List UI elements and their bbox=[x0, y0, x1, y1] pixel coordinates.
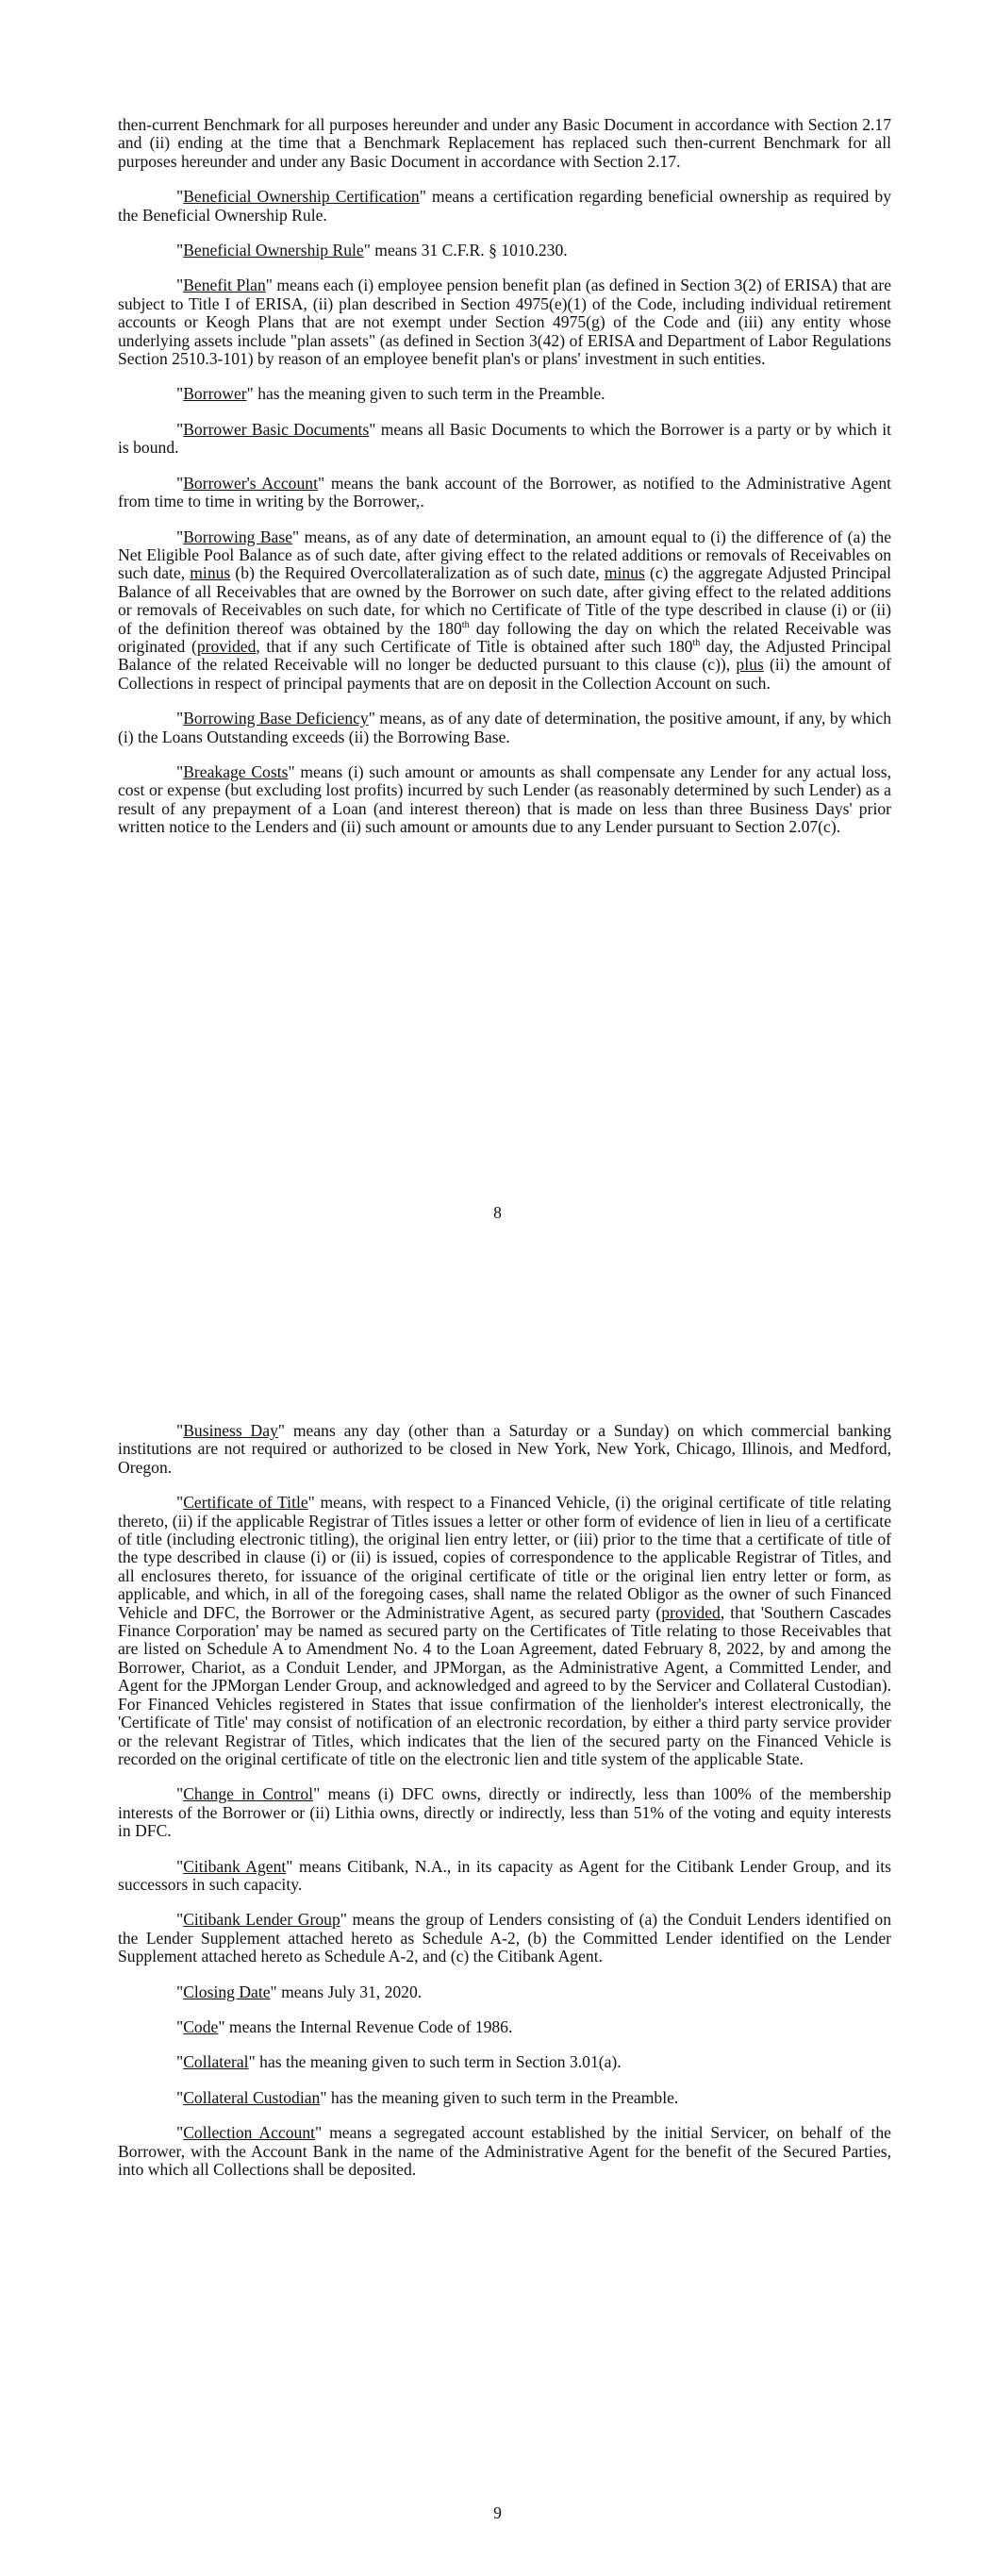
definition-text: " means a segregated account established by the initial Servicer, on behalf of the Borrower, with the Account Bank in the name of the Administrative Agent for the benefit of the Secured Parties, into which all Collections shall be deposited. bbox=[118, 2123, 891, 2179]
def-borrowing-base: "Borrowing Base" means, as of any date of determination, an amount equal to (i) the difference of (a) the Net Eligible Pool Balance as of such date, after giving effect to the related additions or removals of Receivables on such date, minus (b) the Required Overcollateralization as of such date, minus (c) the aggregate Adjusted Principal Balance of all Receivables that are owned by the Borrower on such date, after giving effect to the related additions or removals of Receivables on such date, for which no Certificate of Title of the type described in clause (i) or (ii) of the definition thereof was obtained by the 180th day following the day on which the related Receivable was originated (provided, that if any such Certificate of Title is obtained after such 180th day, the Adjusted Principal Balance of the related Receivable will no longer be deducted pursuant to this clause (c)), plus (ii) the amount of Collections in respect of principal payments that are on deposit in the Collection Account on such. bbox=[118, 527, 892, 693]
def-benefit-plan: "Benefit Plan" means each (i) employee pension benefit plan (as defined in Section 3(2) of ERISA) that are subject to Title I of ERISA, (ii) plan described in Section 4975(e)(1) of the Code, including individual retirement accounts or Keogh Plans that are not exempt under Section 4975(g) of the Code and (iii) any entity whose underlying assets include "plan assets" (as defined in Section 3(42) of ERISA and Department of Labor Regulations Section 2510.3-101) by reason of an employee benefit plan's or plans' investment in such entities. bbox=[118, 276, 891, 369]
def-borrowers-account: "Borrower's Account" means the bank account of the Borrower, as notified to the Administrative Agent from time to time in writing by the Borrower,. bbox=[118, 473, 891, 511]
def-closing-date: "Closing Date" means July 31, 2020. bbox=[176, 1982, 423, 2001]
ordinal-suffix: th bbox=[692, 638, 701, 649]
def-breakage-costs: "Breakage Costs" means (i) such amount or amounts as shall compensate any Lender for any actual loss, cost or expense (but excluding lost profits) incurred by such Lender (as reasonably determined by such Lender) as a result of any prepayment of a Loan (and interest thereon) that is made on less than three Business Days' prior written notice to the Lenders and (ii) such amount or amounts due to any Lender pursuant to Section 2.07(c). bbox=[118, 761, 891, 837]
def-borrowing-base-deficiency: "Borrowing Base Deficiency" means, as of any date of determination, the positive amount, if any, by which (i) the Loans Outstanding exceeds (ii) the Borrowing Base. bbox=[118, 709, 891, 746]
def-business-day: "Business Day" means any day (other than a Saturday or a Sunday) on which commercial banking institutions are not required or authorized to be closed in New York, New York, Chicago, Illinois, and Medford, Oregon. bbox=[118, 1421, 892, 1477]
page-number: 9 bbox=[493, 2503, 502, 2522]
definition-text: " means, with respect to a Financed Vehicle, (i) the original certificate of title relating thereto, (ii) if the applicable Registrar of Titles issues a letter or other form of evidence of lien in lieu of a certificate of title (including electronic titling), the original lien entry letter, or (iii) prior to the time that a certificate of title of the type described in clause (i) or (ii) is issued, copies of correspondence to the applicable Registrar of Titles, and all enclosures thereto, for issuance of the original certificate of title or the original lien entry letter or form, as applicable, and which, in all of the foregoing cases, shall name the related Obligor as the owner of such Financed Vehicle and DFC, the Borrower or the Administrative Agent, as secured party ( bbox=[118, 1493, 891, 1622]
definition-text: " has the meaning given to such term in the Preamble. bbox=[320, 2087, 679, 2107]
definition-text: " means, as of any date of determination, an amount equal to (i) the difference of (a) the Net Eligible Pool Balance as of such date, after giving effect to the related additions or removals of Receivables on such date, bbox=[118, 527, 891, 583]
def-borrower-basic-documents: "Borrower Basic Documents" means all Basic Documents to which the Borrower is a party or by which it is bound. bbox=[118, 419, 891, 458]
benchmark-transition-continuation bbox=[118, 116, 891, 171]
def-collection-account: "Collection Account" means a segregated account established by the initial Servicer, on behalf of the Borrower, with the Account Bank in the name of the Administrative Agent for the benefit of the Secured Parties, into which all Collections shall be deposited. bbox=[118, 2123, 891, 2179]
definition-text: (ii) the amount of Collections in respect of principal payments that are on deposit in the Collection Account on such. bbox=[118, 655, 892, 693]
definition-text: " has the meaning given to such term in Section 3.01(a). bbox=[248, 2052, 622, 2072]
defined-term: Collection Account bbox=[183, 2123, 316, 2143]
definition-text: " means (i) such amount or amounts as shall compensate any Lender for any actual loss, cost or expense (but excluding lost profits) incurred by such Lender (as reasonably determined by such Lender) as a result of any prepayment of a Loan (and interest thereon) that is made on less than three Business Days' prior written notice to the Lenders and (ii) such amount or amounts due to any Lender pursuant to Section 2.07(c). bbox=[118, 761, 891, 837]
page-8-body bbox=[118, 116, 891, 854]
page-9-body bbox=[118, 1422, 891, 2196]
def-collateral-custodian: "Collateral Custodian" has the meaning given to such term in the Preamble. bbox=[176, 2087, 679, 2107]
def-change-in-control: "Change in Control" means (i) DFC owns, directly or indirectly, less than 100% of the membership interests of the Borrower or (ii) Lithia owns, directly or indirectly, less than 51% of the voting and equity interests in DFC. bbox=[118, 1784, 891, 1841]
defined-term: Collateral Custodian bbox=[183, 2087, 321, 2107]
emphasis-plus: plus bbox=[736, 655, 764, 675]
emphasis-provided: provided bbox=[661, 1602, 721, 1622]
defined-term: Borrower's Account bbox=[183, 473, 318, 493]
paragraph-text: then-current Benchmark for all purposes hereunder and under any Basic Document in accordance with Section 2.17 and (ii) ending at the time that a Benchmark Replacement has replaced such then-current Benchmark for all purposes hereunder and under any Basic Document in accordance with Section 2.17. bbox=[118, 115, 891, 171]
definition-text: " means the group of Lenders consisting of (a) the Conduit Lenders identified on the Lender Supplement attached hereto as Schedule A-2, (b) the Committed Lender identified on the Lender Supplement attached hereto as Schedule A-2, and (c) the Citibank Agent. bbox=[118, 1910, 891, 1966]
definition-text: day, the Adjusted Principal Balance of the related Receivable will no longer be deducted pursuant to this clause (c)), bbox=[118, 636, 891, 675]
defined-term: Change in Control bbox=[183, 1784, 314, 1804]
defined-term: Collateral bbox=[183, 2052, 249, 2072]
defined-term: Borrowing Base bbox=[183, 527, 293, 546]
definition-text: " means (i) DFC owns, directly or indirectly, less than 100% of the membership interests of the Borrower or (ii) Lithia owns, directly or indirectly, less than 51% of the voting and equity interests in DFC. bbox=[118, 1784, 891, 1841]
defined-term: Citibank Lender Group bbox=[183, 1910, 340, 1930]
emphasis-minus: minus bbox=[604, 563, 645, 583]
defined-term: Closing Date bbox=[183, 1982, 271, 2001]
def-citibank-agent: "Citibank Agent" means Citibank, N.A., in its capacity as Agent for the Citibank Lender Group, and its successors in such capacity. bbox=[118, 1856, 892, 1894]
defined-term: Borrower bbox=[183, 384, 247, 404]
definition-text: " means, as of any date of determination, the positive amount, if any, by which (i) the Loans Outstanding exceeds (ii) the Borrowing Base. bbox=[118, 709, 891, 746]
definition-text: " means the Internal Revenue Code of 1986. bbox=[218, 2016, 513, 2036]
emphasis-provided: provided bbox=[196, 636, 257, 656]
page-9 bbox=[0, 1288, 995, 2576]
defined-term: Code bbox=[183, 2016, 219, 2036]
def-borrower: "Borrower" has the meaning given to such term in the Preamble. bbox=[176, 384, 605, 404]
definition-text: " means July 31, 2020. bbox=[270, 1982, 423, 2001]
def-beneficial-ownership-certification: "Beneficial Ownership Certification" means a certification regarding beneficial ownership as required by the Beneficial Ownership Rule. bbox=[118, 187, 891, 225]
defined-term: Borrowing Base Deficiency bbox=[183, 709, 369, 728]
def-code: "Code" means the Internal Revenue Code of 1986. bbox=[176, 2016, 513, 2036]
definition-text: day following the day on which the related Receivable was originated ( bbox=[118, 618, 891, 656]
defined-term: Business Day bbox=[183, 1421, 278, 1440]
defined-term: Beneficial Ownership Certification bbox=[183, 187, 420, 207]
definition-text: , that if any such Certificate of Title is obtained after such 180 bbox=[256, 636, 693, 656]
ordinal-suffix: th bbox=[461, 619, 470, 630]
definition-text: " means the bank account of the Borrower, as notified to the Administrative Agent from time to time in writing by the Borrower,. bbox=[118, 473, 891, 511]
page-number: 8 bbox=[493, 1203, 502, 1222]
definition-text: (b) the Required Overcollateralization as of such date, bbox=[230, 563, 605, 583]
def-beneficial-ownership-rule: "Beneficial Ownership Rule" means 31 C.F.R. § 1010.230. bbox=[176, 241, 568, 260]
def-citibank-lender-group: "Citibank Lender Group" means the group of Lenders consisting of (a) the Conduit Lenders identified on the Lender Supplement attached hereto as Schedule A-2, (b) the Committed Lender identified on the Lender Supplement attached hereto as Schedule A-2, and (c) the Citibank Agent. bbox=[118, 1910, 891, 1966]
defined-term: Borrower Basic Documents bbox=[183, 419, 370, 439]
definition-text: " means 31 C.F.R. § 1010.230. bbox=[363, 241, 568, 260]
emphasis-minus: minus bbox=[190, 563, 231, 583]
defined-term: Breakage Costs bbox=[183, 761, 289, 781]
definition-text: , that 'Southern Cascades Finance Corporation' may be named as secured party on the Certificates of Title relating to those Receivables that are listed on Schedule A to Amendment No. 4 to the Loan Agreement, dated February 8, 2022, by and among the Borrower, Chariot, as a Conduit Lender, and JPMorgan, as the Administrative Agent, a Committed Lender, and Agent for the JPMorgan Lender Group, and acknowledged and agreed to by the Servicer and Collateral Custodian). For Financed Vehicles registered in States that issue confirmation of the lienholder's interest electronically, the 'Certificate of Title' may consist of notification of an electronic recordation, by either a third party service provider or the relevant Registrar of Titles, which indicates that the lien of the secured party on the Financed Vehicle is recorded on the original certificate of title on the electronic lien and title system of the applicable State. bbox=[118, 1602, 892, 1768]
definition-text: " means any day (other than a Saturday or a Sunday) on which commercial banking institutions are not required or authorized to be closed in New York, New York, Chicago, Illinois, and Medford, Oregon. bbox=[118, 1421, 892, 1477]
definition-text: " means Citibank, N.A., in its capacity as Agent for the Citibank Lender Group, and its successors in such capacity. bbox=[118, 1856, 892, 1894]
definition-text: " means all Basic Documents to which the Borrower is a party or by which it is bound. bbox=[118, 419, 891, 458]
defined-term: Beneficial Ownership Rule bbox=[183, 241, 364, 260]
definition-text: " means a certification regarding beneficial ownership as required by the Beneficial Ownership Rule. bbox=[118, 187, 891, 225]
defined-term: Certificate of Title bbox=[183, 1493, 308, 1513]
definition-text: (c) the aggregate Adjusted Principal Balance of all Receivables that are owned by the Borrower on such date, after giving effect to the related additions or removals of Receivables on such date, for which no Certificate of Title of the type described in clause (i) or (ii) of the definition thereof was obtained by the 180 bbox=[118, 563, 892, 638]
definition-text: " means each (i) employee pension benefit plan (as defined in Section 3(2) of ERISA) that are subject to Title I of ERISA, (ii) plan described in Section 4975(e)(1) of the Code, including individual retirement accounts or Keogh Plans that are not exempt under Section 4975(g) of the Code and (iii) any entity whose underlying assets include "plan assets" (as defined in Section 3(42) of ERISA and Department of Labor Regulations Section 2510.3-101) by reason of an employee benefit plan's or plans' investment in such entities. bbox=[118, 276, 891, 369]
def-collateral: "Collateral" has the meaning given to such term in Section 3.01(a). bbox=[176, 2052, 622, 2072]
defined-term: Benefit Plan bbox=[183, 276, 266, 295]
def-certificate-of-title: "Certificate of Title" means, with respect to a Financed Vehicle, (i) the original certificate of title relating thereto, (ii) if the applicable Registrar of Titles issues a letter or other form of evidence of lien in lieu of a certificate of title (including electronic titling), the original lien entry letter, or (iii) prior to the time that a certificate of title of the type described in clause (i) or (ii) is issued, copies of correspondence to the applicable Registrar of Titles, and all enclosures thereto, for issuance of the original certificate of title or the original lien entry letter or form, as applicable, and which, in all of the foregoing cases, shall name the related Obligor as the owner of such Financed Vehicle and DFC, the Borrower or the Administrative Agent, as secured party (provided, that 'Southern Cascades Finance Corporation' may be named as secured party on the Certificates of Title relating to those Receivables that are listed on Schedule A to Amendment No. 4 to the Loan Agreement, dated February 8, 2022, by and among the Borrower, Chariot, as a Conduit Lender, and JPMorgan, as the Administrative Agent, a Committed Lender, and Agent for the JPMorgan Lender Group, and acknowledged and agreed to by the Servicer and Collateral Custodian). For Financed Vehicles registered in States that issue confirmation of the lienholder's interest electronically, the 'Certificate of Title' may consist of notification of an electronic recordation, by either a third party service provider or the relevant Registrar of Titles, which indicates that the lien of the secured party on the Financed Vehicle is recorded on the original certificate of title on the electronic lien and title system of the applicable State. bbox=[118, 1493, 892, 1768]
defined-term: Citibank Agent bbox=[183, 1856, 287, 1876]
definition-text: " has the meaning given to such term in the Preamble. bbox=[246, 384, 605, 404]
